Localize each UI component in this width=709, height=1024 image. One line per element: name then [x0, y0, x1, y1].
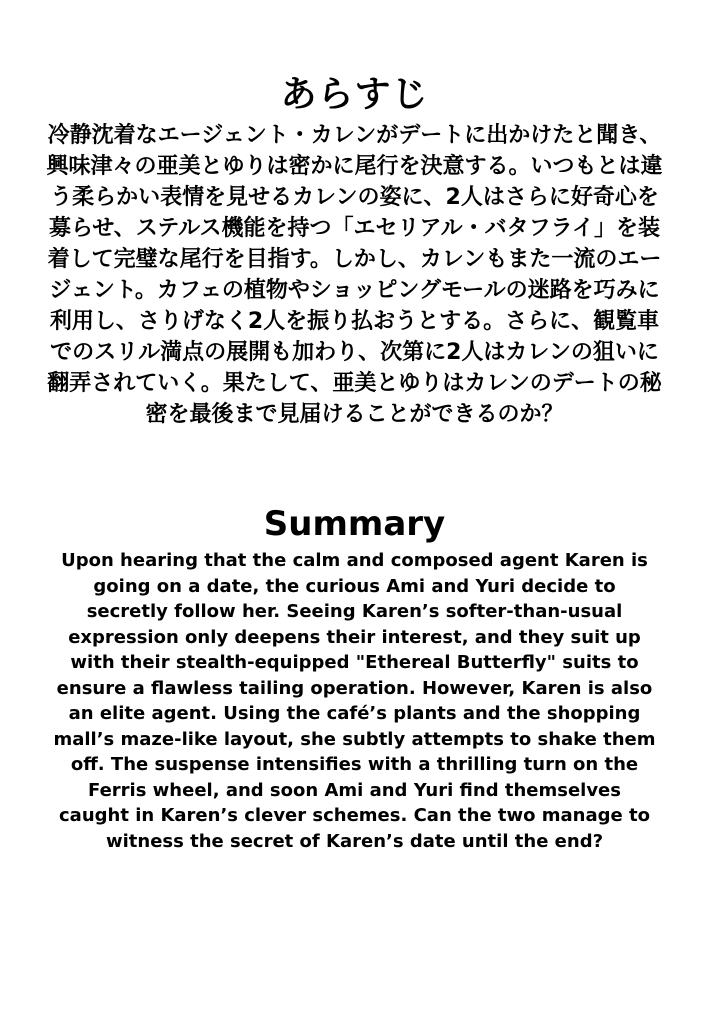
- japanese-synopsis-body: 冷静沈着なエージェント・カレンがデートに出かけたと聞き、興味津々の亜美とゆりは密かに尾行を決意する。いつもとは違う柔らかい表情を見せるカレンの姿に、2人はさらに好奇心を募らせ、ステルス機能を持つ「エセリアル・バタフライ」を装着して完璧な尾行を目指す。しかし、カレンもまた一流のエージェント。カフェの植物やショッピングモールの迷路を巧みに利用し、さりげなく2人を振り払おうとする。さらに、観覧車でのスリル満点の展開も加わり、次第に2人はカレンの狙いに翻弄されていく。果たして、亜美とゆりはカレンのデートの秘密を最後まで見届けることができるのか？: [46, 123, 663, 427]
- japanese-synopsis-title: あらすじ: [280, 74, 429, 115]
- english-summary-body: Upon hearing that the calm and composed agent Karen is going on a date, the curious Ami and Yuri decide to secretly follow her. Seeing Karen’s softer-than-usual expression only deepens their interest, and they suit up with their stealth-equipped "Ethereal Butterfly" suits to ensure a flawless tailing operation. However, Karen is also an elite agent. Using the café’s plants and the shopping mall’s maze-like layout, she subtly attempts to shake them off. The suspense intensifies with a thrilling turn on the Ferris wheel, and soon Ami and Yuri find themselves caught in Karen’s clever schemes. Can the two manage to witness the secret of Karen’s date until the end?: [53, 550, 656, 852]
- english-summary-section: [50, 500, 659, 854]
- english-summary-title: Summary: [263, 504, 446, 544]
- japanese-synopsis-section: [40, 72, 669, 430]
